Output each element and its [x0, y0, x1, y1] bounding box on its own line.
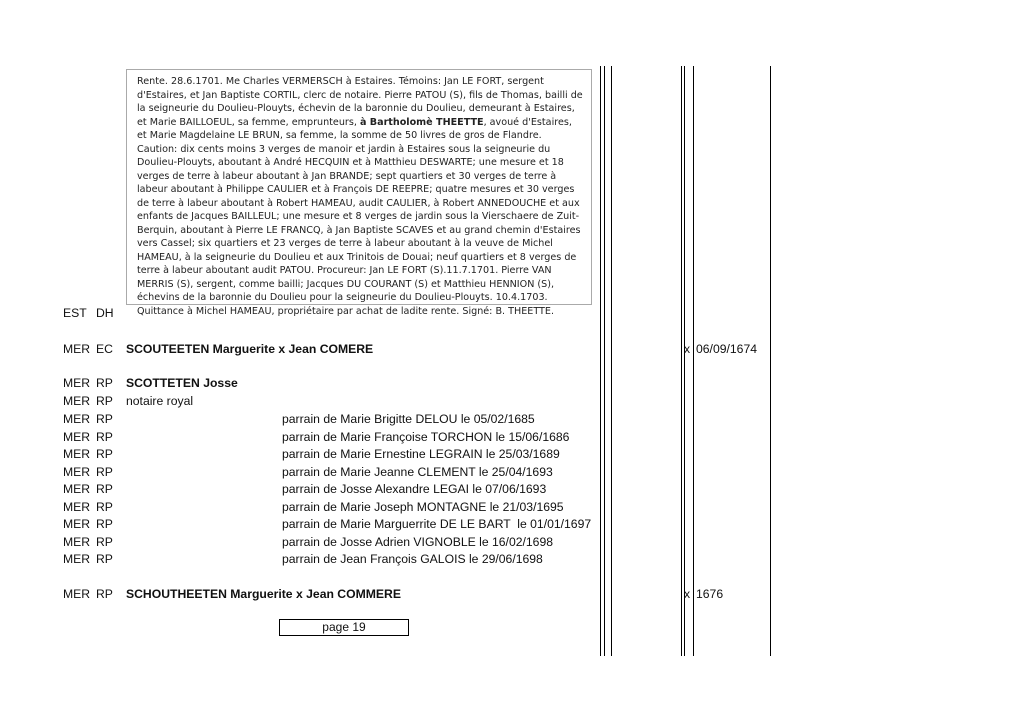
entry-detail: parrain de Josse Alexandre LEGAI le 07/06/1693 [282, 482, 547, 496]
entry-detail: parrain de Marie Jeanne CLEMENT le 25/04/1693 [282, 465, 553, 479]
note-text-before: Rente. 28.6.1701. Me Charles VERMERSCH à Estaires. Témoins: Jan LE FORT, sergent d'Estaires, et Jan Baptiste CORTIL, clerc de notaire. Pierre PATOU (S), fils de Thomas, bailli de la seigneurie du Doulieu-Plouyts, échevin de la baronnie du Doulieu, demeurant à Estaires, et Marie BAILLOEUL, sa femme, emprunteurs, [137, 76, 583, 128]
row-code-1: MER [63, 412, 91, 426]
row-code-2: RP [96, 482, 113, 496]
row-code-2: RP [96, 430, 113, 444]
entry-name: SCOTTETEN Josse [126, 376, 238, 390]
row-code-1: MER [63, 465, 91, 479]
marriage-mark: x [684, 587, 691, 601]
entry-detail: parrain de Jean François GALOIS le 29/06/1698 [282, 552, 543, 566]
entry-detail: parrain de Josse Adrien VIGNOBLE le 16/02/1698 [282, 535, 553, 549]
row-code-1: MER [63, 447, 91, 461]
row-code-1: MER [63, 342, 91, 356]
row-code-2: RP [96, 535, 113, 549]
entry-name: SCHOUTHEETEN Marguerite x Jean COMMERE [126, 587, 401, 601]
row-code-2: RP [96, 394, 113, 408]
row-code-2: RP [96, 500, 113, 514]
entry-name: SCOUTEETEN Marguerite x Jean COMERE [126, 342, 374, 356]
row-code-2: RP [96, 465, 113, 479]
row-code-2: RP [96, 447, 113, 461]
row-code-2: RP [96, 517, 113, 531]
row-code-2: EC [96, 342, 113, 356]
row-code-1: MER [63, 482, 91, 496]
page-number: page 19 [279, 619, 409, 636]
deed-note-box [126, 69, 592, 317]
entry-date: 06/09/1674 [696, 342, 757, 356]
column-rule [600, 66, 601, 656]
note-text-bold: à Bartholomè THEETTE [359, 116, 484, 128]
column-rule [604, 66, 605, 656]
entry-detail: parrain de Marie Joseph MONTAGNE le 21/03/1695 [282, 500, 564, 514]
marriage-mark: x [684, 342, 691, 356]
row-code-1: MER [63, 500, 91, 514]
column-rule [684, 66, 685, 656]
row-code-2: RP [96, 376, 113, 390]
row-code-1: MER [63, 552, 91, 566]
row-code-1: EST [63, 306, 87, 320]
row-code-1: MER [63, 430, 91, 444]
row-code-2: RP [96, 412, 113, 426]
row-code-1: MER [63, 376, 91, 390]
column-rule [770, 66, 771, 656]
entry-detail: parrain de Marie Françoise TORCHON le 15/06/1686 [282, 430, 570, 444]
row-code-2: RP [96, 587, 113, 601]
entry-occupation: notaire royal [126, 394, 194, 408]
entry-detail: parrain de Marie Ernestine LEGRAIN le 25/03/1689 [282, 447, 560, 461]
row-code-1: MER [63, 394, 91, 408]
column-rule [681, 66, 682, 656]
row-code-2: DH [96, 306, 114, 320]
entry-detail: parrain de Marie Marguerrite DE LE BART le 01/01/1697 [282, 517, 592, 531]
note-text-after: , avoué d'Estaires, et Marie Magdelaine LE BRUN, sa femme, la somme de 50 livres de gros de Flandre. Caution: dix cents moins 3 verges de manoir et jardin à Estaires sous la seigneurie du Doulieu-Plouyts, aboutant à André HECQUIN et à Matthieu DESWARTE; une mesure et 18 verges de terre à labeur aboutant à Jan BRANDE; sept quartiers et 30 verges de terre à labeur aboutant à Philippe CAULIER et à François DE REEPRE; quatre mesures et 30 verges de terre à labeur aboutant à Robert HAMEAU, audit CAULIER, à Robert ANNEDOUCHE et aux enfants de Jacques BAILLEUL; une mesure et 8 verges de jardin sous la Vierschaere de Zuit-Berquin, aboutant à Pierre LE FRANCQ, à Jan Baptiste SCAVES et au grand chemin d'Estaires vers Cassel; six quartiers et 23 verges de terre à labeur aboutant à la veuve de Michel HAMEAU, à la seigneurie du Doulieu et aux Trinitois de Douai; neuf quartiers et 8 verges de terre à labeur aboutant audit PATOU. Procureur: Jan LE FORT (S).11.7.1701. Pierre VAN MERRIS (S), sergent, comme bailli; Jacques DU COURANT (S) et Matthieu HENNION (S), échevins de la baronnie du Doulieu pour la seigneurie du Doulieu-Plouyts. 10.4.1703. Quittance à Michel HAMEAU, propriétaire par achat de ladite rente. Signé: B. THEETTE. [137, 116, 581, 317]
row-code-2: RP [96, 552, 113, 566]
row-code-1: MER [63, 535, 91, 549]
row-code-1: MER [63, 517, 91, 531]
entry-date: 1676 [696, 587, 724, 601]
entry-detail: parrain de Marie Brigitte DELOU le 05/02/1685 [282, 412, 535, 426]
column-rule [611, 66, 612, 656]
row-code-1: MER [63, 587, 91, 601]
column-rule [693, 66, 694, 656]
